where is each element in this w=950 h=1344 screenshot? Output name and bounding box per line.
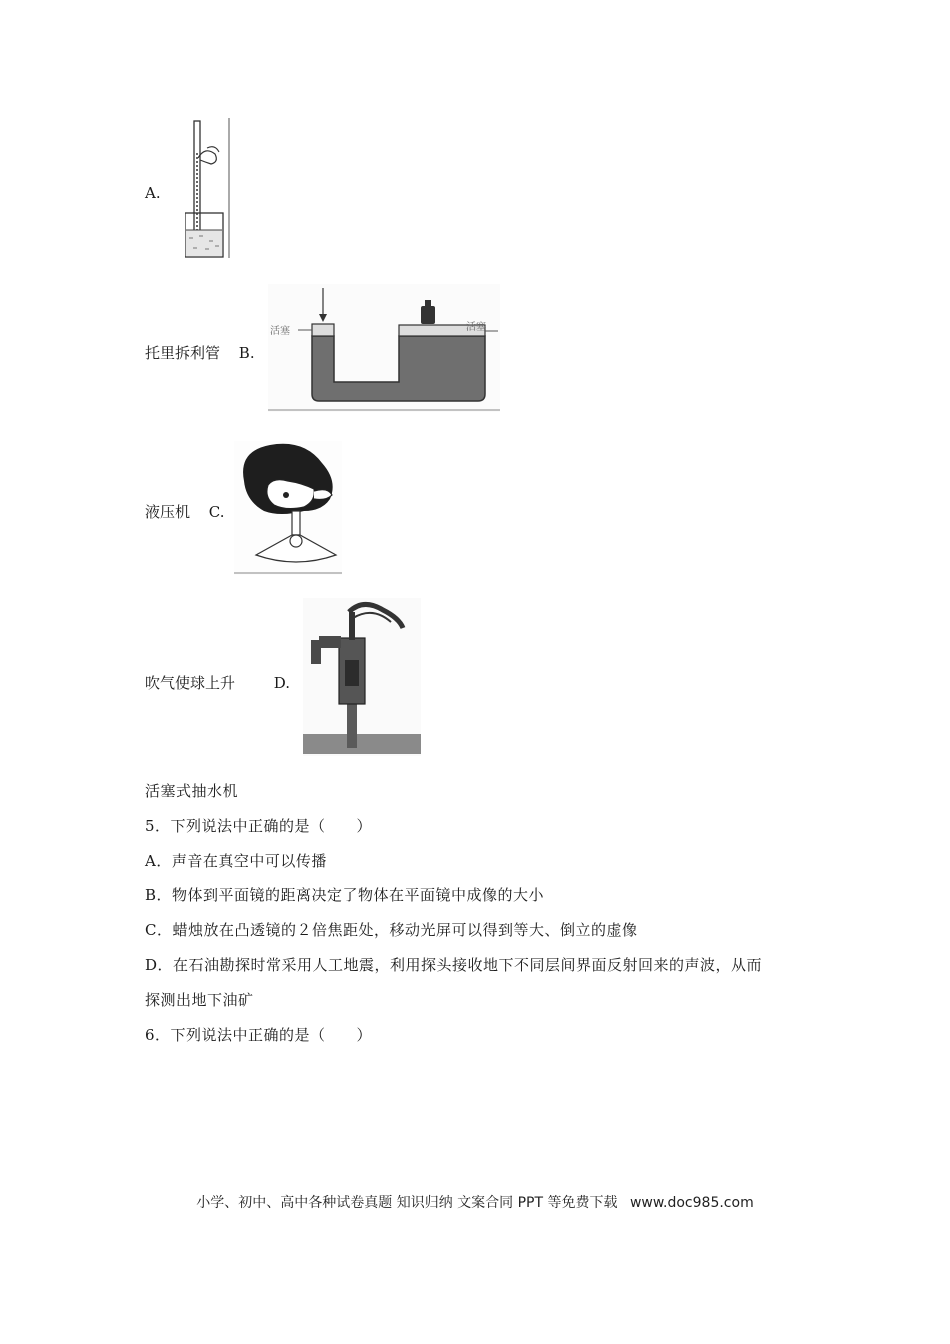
option-b-label: B.	[238, 344, 255, 362]
question-5-option-b: B．物体到平面镜的距离决定了物体在平面镜中成像的大小	[145, 886, 545, 904]
caption-hydraulic-press: 液压机	[145, 503, 191, 521]
label-piston-right: 活塞	[466, 322, 486, 333]
page-footer	[0, 1192, 950, 1212]
figure-d-piston-pump	[303, 598, 421, 756]
figure-a-tube-in-water	[185, 118, 235, 260]
footer-text: 小学、初中、高中各种试卷真题 知识归纳 文案合同 PPT 等免费下载	[196, 1195, 618, 1211]
footer-url[interactable]: www.doc985.com	[629, 1195, 754, 1211]
option-c-row	[145, 501, 225, 522]
figure-b-hydraulic-press	[268, 284, 500, 412]
option-d-label: D.	[273, 674, 291, 692]
question-5-option-c: C．蜡烛放在凸透镜的２倍焦距处，移动光屏可以得到等大、倒立的虚像	[145, 921, 638, 939]
caption-piston-pump: 活塞式抽水机	[145, 782, 239, 800]
question-5-option-d-continuation: 探测出地下油矿	[145, 991, 254, 1009]
option-d-row	[145, 672, 290, 693]
figure-c-blowing-ball	[234, 441, 342, 575]
question-5-option-d: D．在石油勘探时常采用人工地震，利用探头接收地下不同层间界面反射回来的声波，从而	[145, 956, 763, 974]
question-5-stem: 5．下列说法中正确的是（ ）	[145, 817, 373, 835]
label-piston-left: 活塞	[270, 326, 290, 337]
option-c-label: C.	[208, 503, 225, 521]
option-b-row	[145, 342, 255, 363]
option-a-label: A.	[145, 184, 161, 202]
caption-blowing-ball: 吹气使球上升	[145, 674, 236, 692]
question-5-option-a: A．声音在真空中可以传播	[145, 852, 327, 870]
caption-torricelli: 托里拆利管	[145, 344, 221, 362]
option-a-row	[145, 184, 161, 202]
question-6-stem: 6．下列说法中正确的是（ ）	[145, 1026, 373, 1044]
